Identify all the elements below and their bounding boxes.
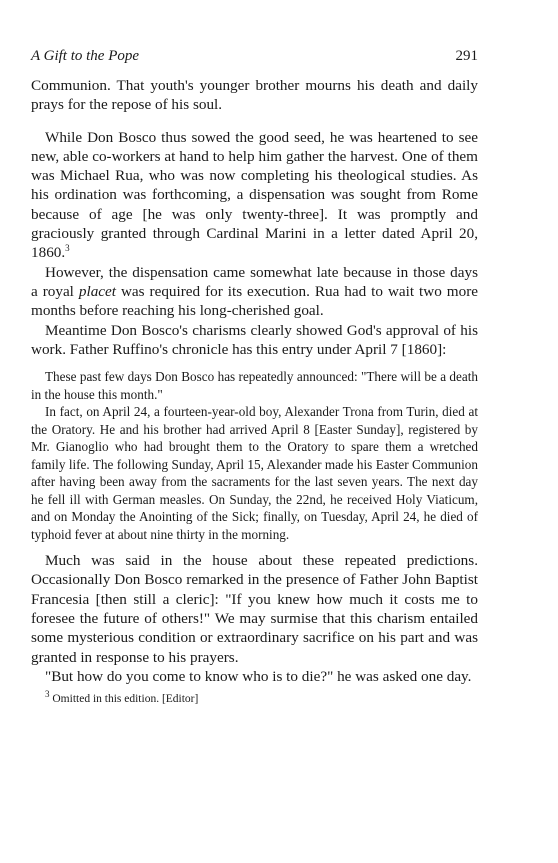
paragraph-charisms: Meantime Don Bosco's charisms clearly showed God's approval of his work. Father Ruffino's chronicle has this entry under April 7 [1860]: xyxy=(31,321,478,358)
quote-paragraph-1: These past few days Don Bosco has repeatedly announced: "There will be a death in the house this month." xyxy=(31,369,478,402)
paragraph-co-workers-text: While Don Bosco thus sowed the good seed, he was heartened to see new, able co-workers at hand to help him gather the harvest. One of them was Michael Rua, who was now completing his theological studies. As his ordination was forthcoming, a dispensation was sought from Rome because of age [he was only twenty-three]. It was promptly and graciously granted through Cardinal Marini in a letter dated April 20, 1860. xyxy=(31,128,478,262)
paragraph-dispensation xyxy=(31,263,478,321)
running-header xyxy=(31,48,478,70)
paragraph-co-workers xyxy=(31,128,478,263)
main-text-continued xyxy=(31,551,478,686)
paragraph-dispensation-text-2: was required for its execution. Rua had to wait two more months before reaching his long-cherished goal. xyxy=(31,282,478,320)
quote-paragraph-2: In fact, on April 24, a fourteen-year-old boy, Alexander Trona from Turin, died at the Oratory. He and his brother had arrived April 8 [Easter Sunday], registered by Mr. Gianoglio who had brought them to the Oratory to spare them a wretched family life. The following Sunday, April 15, Alexander made his Easter Communion after having been away from the sacraments for the last seven years. The next day he fell ill with German measles. On Sunday, the 22nd, he received Holy Viaticum, and on Monday the Anointing of the Sick; finally, on Tuesday, April 24, he died of typhoid fever at about nine thirty in the morning. xyxy=(31,404,478,542)
footnote-text: Omitted in this edition. [Editor] xyxy=(49,693,199,706)
paragraph-question: "But how do you come to know who is to die?" he was asked one day. xyxy=(45,667,472,685)
footnote-reference: 3 xyxy=(65,243,70,254)
running-title: A Gift to the Pope xyxy=(31,48,140,64)
book-page xyxy=(31,48,478,706)
paragraph-predictions: Much was said in the house about these repeated predictions. Occasionally Don Bosco remarked in the presence of Father John Baptist Francesia [then still a cleric]: "If you knew how much it costs me to foresee the future of others!" We may surmise that this charism entailed some mysterious condition or extraordinary sacrifice on his part and was granted in response to his prayers. xyxy=(31,552,478,666)
main-text xyxy=(31,76,478,359)
page-number: 291 xyxy=(455,48,478,64)
placet-italic: placet xyxy=(78,282,116,300)
footnote-marker: 3 xyxy=(45,689,50,700)
paragraph-dispensation-text-1: However, the dispensation came somewhat late because in those days a royal xyxy=(31,263,478,300)
footnote xyxy=(31,689,478,706)
paragraph-continuation: Communion. That youth's younger brother mourns his death and daily prays for the repose of his soul. xyxy=(31,77,478,114)
chronicle-quotation xyxy=(31,368,478,543)
